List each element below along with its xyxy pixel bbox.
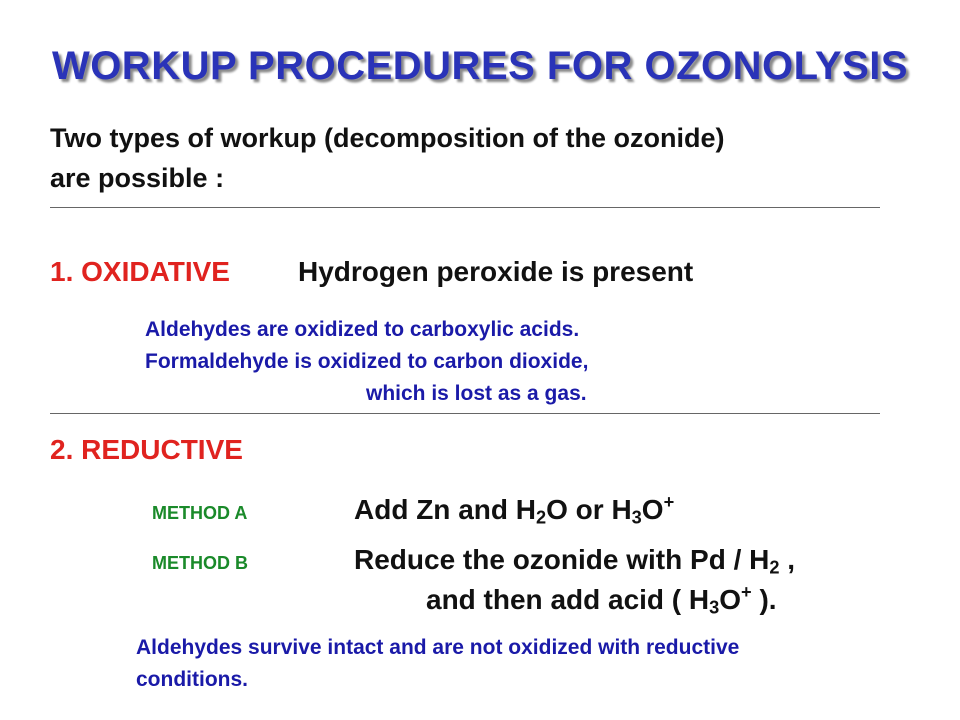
divider-top <box>50 207 880 208</box>
method-b-line-2: and then add acid ( $H_3O^+$ ). <box>426 582 777 618</box>
oxidative-note-2: Formaldehyde is oxidized to carbon dioxide, <box>145 350 589 373</box>
method-b-line-1: Reduce the ozonide with Pd / $H_2$ , <box>354 544 796 578</box>
intro-text <box>50 118 724 198</box>
divider-middle <box>50 413 880 414</box>
reductive-conclusion-2: conditions. <box>136 668 248 691</box>
reductive-heading: 2. REDUCTIVE <box>50 434 243 465</box>
oxidative-heading: 1. OXIDATIVE <box>50 256 230 287</box>
method-a-text: Add Zn and $H_2O$ or $H_3O^+$ <box>354 492 675 528</box>
reductive-conclusion-1: Aldehydes survive intact and are not oxidized with reductive <box>136 636 740 659</box>
page-title: WORKUP PROCEDURES FOR OZONOLYSIS <box>51 44 909 88</box>
method-b-label: METHOD B <box>152 553 248 573</box>
oxidative-note-1: Aldehydes are oxidized to carboxylic acids. <box>145 318 580 341</box>
intro-line-1: Two types of workup (decomposition of the ozonide) <box>50 123 725 153</box>
oxidative-description: Hydrogen peroxide is present <box>298 256 694 287</box>
oxidative-note-3: which is lost as a gas. <box>366 382 587 405</box>
method-a-label: METHOD A <box>152 503 248 523</box>
intro-line-2: are possible : <box>50 163 225 193</box>
